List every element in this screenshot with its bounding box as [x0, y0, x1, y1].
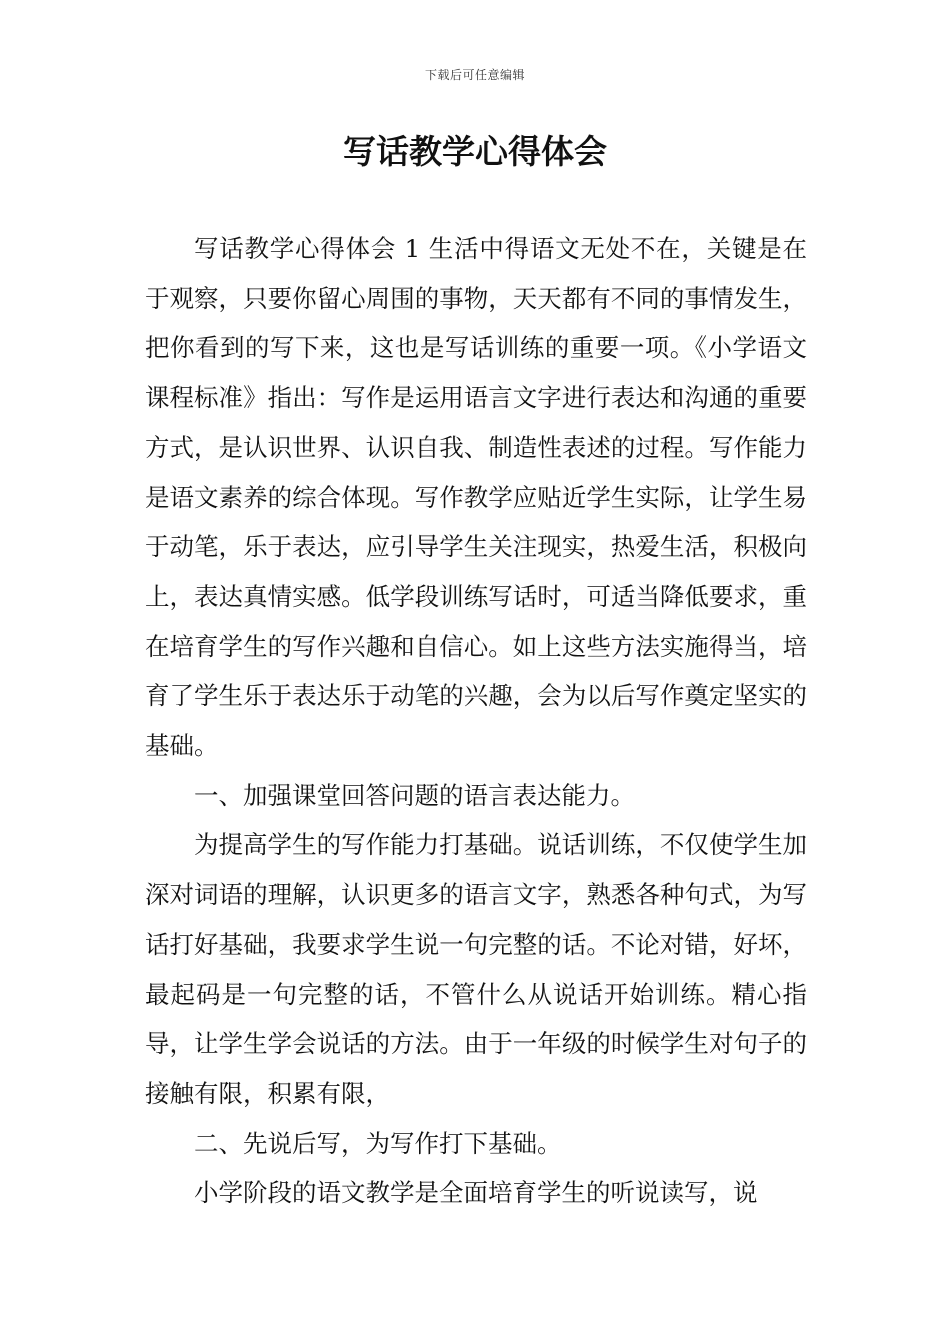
paragraph-section-2: 小学阶段的语文教学是全面培育学生的听说读写，说	[194, 1178, 758, 1208]
paragraph-section-1: 为提高学生的写作能力打基础。说话训练，不仅使学生加深对词语的理解，认识更多的语言文字，熟悉各种句式，为写话打好基础，我要求学生说一句完整的话。不论对错，好坏，最起码是一句完整的话，不管什么从说话开始训练。精心指导，让学生学会说话的方法。由于一年级的时候学生对句子的接触有限，积累有限，	[145, 830, 807, 1108]
section-heading-2: 二、先说后写，为写作打下基础。	[194, 1128, 562, 1158]
paragraph-intro: 写话教学心得体会 1 生活中得语文无处不在，关键是在于观察，只要你留心周围的事物，天天都有不同的事情发生，把你看到的写下来，这也是写话训练的重要一项。《小学语文课程标准》指出：写作是运用语言文字进行表达和沟通的重要方式，是认识世界、认识自我、制造性表述的过程。写作能力是语文素养的综合体现。写作教学应贴近学生实际，让学生易于动笔，乐于表达，应引导学生关注现实，热爱生活，积极向上，表达真情实感。低学段训练写话时，可适当降低要求，重在培育学生的写作兴趣和自信心。如上这些方法实施得当，培育了学生乐于表达乐于动笔的兴趣，会为以后写作奠定坚实的基础。	[145, 234, 807, 761]
document-body	[145, 224, 807, 1218]
header-note: 下载后可任意编辑	[424, 68, 525, 82]
section-heading-1: 一、加强课堂回答问题的语言表达能力。	[194, 780, 635, 810]
document-title: 写话教学心得体会	[343, 132, 607, 171]
